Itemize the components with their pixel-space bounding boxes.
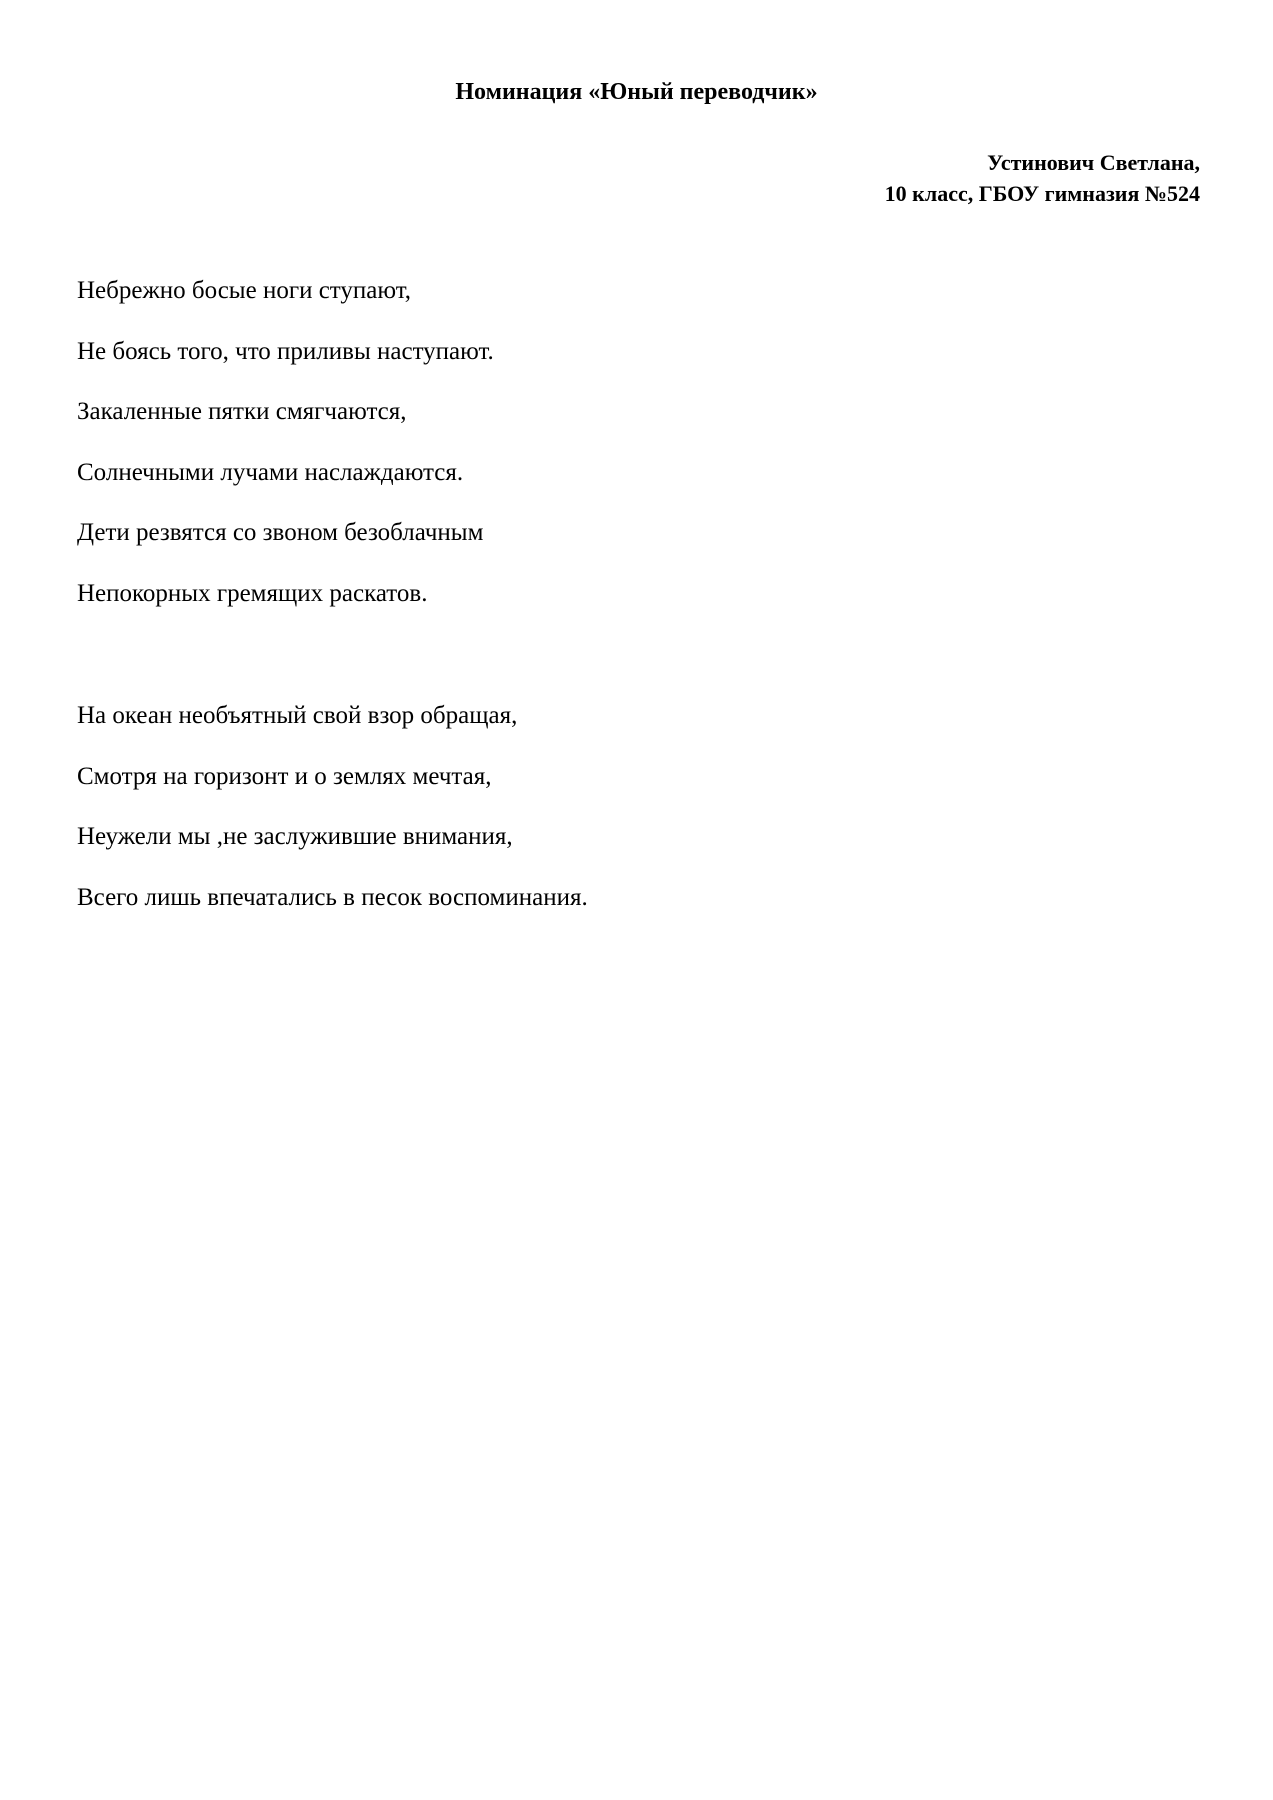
- author-name: Устинович Светлана,: [987, 150, 1200, 175]
- author-block: [885, 147, 1200, 209]
- verse-line: Неужели мы ,не заслужившие внимания,: [77, 823, 513, 851]
- verse-line: Всего лишь впечатались в песок воспоминания.: [77, 883, 588, 911]
- verse-line: Не боясь того, что приливы наступают.: [77, 337, 494, 365]
- verse-line: Солнечными лучами наслаждаются.: [77, 458, 464, 486]
- verse-line: Небрежно босые ноги ступают,: [77, 277, 412, 304]
- stanza-1: [77, 276, 494, 640]
- verse-line: Закаленные пятки смягчаются,: [77, 398, 407, 426]
- verse-line: Непокорных гремящих раскатов.: [77, 579, 428, 607]
- stanza-2: [77, 701, 588, 943]
- verse-line: Смотря на горизонт и о землях мечтая,: [77, 762, 492, 790]
- document-title: Номинация «Юный переводчик»: [455, 79, 818, 105]
- verse-line: Дети резвятся со звоном безоблачным: [77, 519, 484, 547]
- author-school: 10 класс, ГБОУ гимназия №524: [884, 181, 1200, 206]
- verse-line: На океан необъятный свой взор обращая,: [77, 702, 518, 729]
